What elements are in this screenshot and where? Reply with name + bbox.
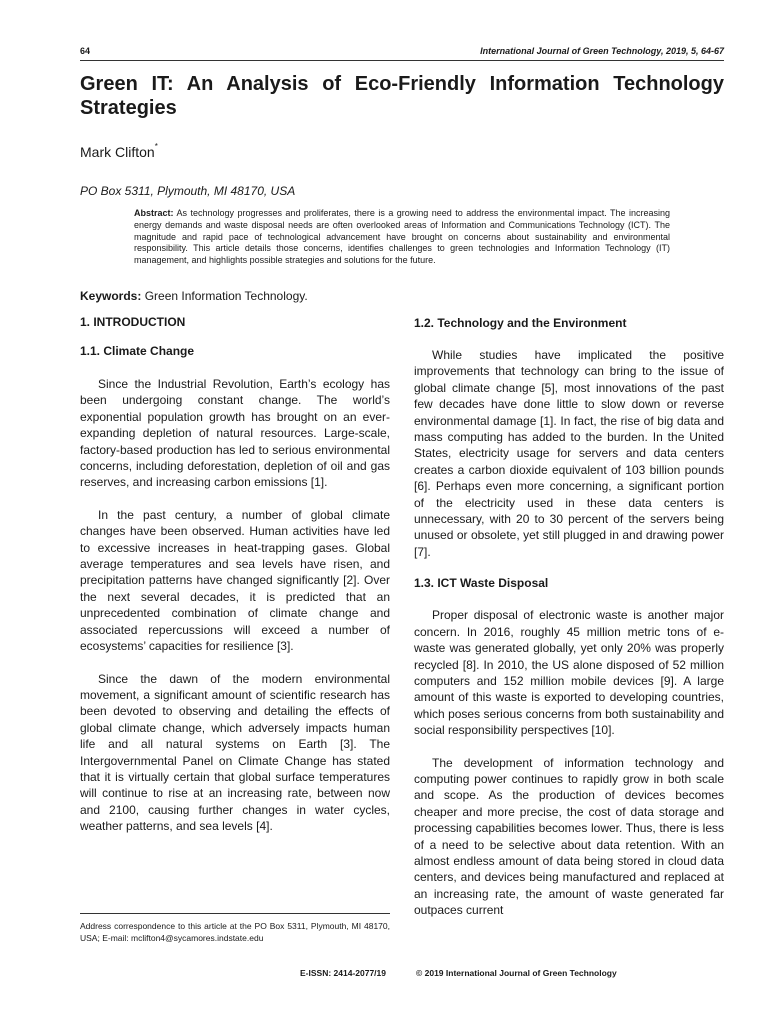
author-name: Mark Clifton — [80, 144, 155, 160]
author-footnote-mark: * — [154, 142, 158, 151]
subsection-heading-climate-change: 1.1. Climate Change — [80, 344, 195, 358]
paragraph: Since the dawn of the modern environmental movement, a significant amount of scientific research has been devoted to observing and detailing the effects of global climate change, which adversely impacts human life and all natural systems on Earth [3]. The Intergovernmental Panel on Climate Change has stated that it is virtually certain that global surface temperatures will continue to rise at an increasing rate, between now and 2100, causing further changes in water cycles, weather patterns, and sea levels [4]. — [80, 671, 390, 834]
subsection-heading-technology-environment: 1.2. Technology and the Environment — [414, 316, 627, 330]
paragraph: In the past century, a number of global climate changes have been observed. Human activities have led to excessive increases in heat-trapping gases. Global average temperatures and sea levels have risen, and precipitation patterns have changed significantly [2]. Over the next several decades, it is predicted that an unprecedented combination of climate change and associated repercussions will exceed a number of ecosystems’ capacities for resilience [3]. — [80, 507, 390, 654]
issn: E-ISSN: 2414-2077/19 — [300, 968, 386, 978]
paragraph: Since the Industrial Revolution, Earth’s ecology has been undergoing constant change. The world’s exponential population growth has brought on an ever-expanding depletion of natural resources. Large-scale, factory-based production has led to serious environmental concerns, including deforestation, depletion of oil and gas reserves, and increasing carbon emissions [1]. — [80, 377, 390, 490]
abstract — [134, 208, 670, 267]
author — [80, 144, 158, 160]
page-number: 64 — [80, 46, 91, 56]
section-heading-introduction: 1. INTRODUCTION — [80, 315, 186, 329]
title-line-2: Strategies — [80, 97, 177, 119]
keywords-text: Green Information Technology. — [144, 289, 308, 303]
subsection-heading-ict-waste-disposal: 1.3. ICT Waste Disposal — [414, 576, 549, 591]
copyright: © 2019 International Journal of Green Technology — [416, 968, 617, 978]
abstract-text: As technology progresses and proliferates, there is a growing need to address the environmental impact. The increasing energy demands and waste disposal needs are often overlooked areas of Information and Communications Technology (ICT). The magnitude and rapid pace of technological advancement have brought on concerns about sustainability and environmental responsibility. This article details those concerns, identifies challenges to green technologies and Information Technology (IT) management, and highlights possible strategies and solutions for the future. — [134, 208, 670, 266]
paragraph: The development of information technology and computing power continues to rapidly grow in both scale and scope. As the production of devices becomes cheaper and more precise, the cost of data storage and processing capabilities becomes lower. Thus, there is less of a need to be selective about data retention. With an almost endless amount of data being stored in cloud data centers, and devices being manufactured and replaced at an increasing rate, the amount of waste generated far outpaces current — [414, 755, 724, 918]
keywords — [80, 289, 308, 303]
journal-citation: International Journal of Green Technology, 2019, 5, 64-67 — [480, 46, 724, 56]
footnote-rule — [80, 913, 390, 914]
right-column — [414, 316, 724, 919]
running-header — [80, 46, 724, 60]
article-title — [80, 72, 724, 120]
header-rule — [80, 60, 724, 61]
paragraph: Proper disposal of electronic waste is another major concern. In 2016, roughly 45 million metric tons of e-waste was generated globally, yet only 20% was properly recycled [8]. In 2010, the US alone disposed of 52 million computers and 152 million mobile devices [9]. A large amount of this waste is exported to developing countries, which poses serious concerns from both sustainability and social responsibility perspectives [10]. — [414, 608, 724, 738]
correspondence-footnote: Address correspondence to this article at the PO Box 5311, Plymouth, MI 48170, USA; E-mail: mclifton4@sycamores.indstate.edu — [80, 921, 390, 943]
abstract-label: Abstract: — [134, 208, 174, 218]
title-line-1: Green IT: An Analysis of Eco-Friendly Information Technology — [80, 73, 724, 95]
left-column — [80, 315, 390, 835]
paragraph: While studies have implicated the positive improvements that technology can bring to the issue of global climate change [5], most innovations of the past few decades have done little to slow down or reverse environmental damage [1]. In fact, the rise of big data and mass computing has added to the burden. In the United States, electricity usage for servers and data centers creates a carbon dioxide equivalent of 103 billion pounds [6]. Perhaps even more concerning, a significant portion of the electricity used in these data centers is unnecessary, with 20 to 30 percent of the servers being unused or obsolete, yet still plugged in and drawing power [7]. — [414, 348, 724, 559]
affiliation: PO Box 5311, Plymouth, MI 48170, USA — [80, 184, 296, 198]
keywords-label: Keywords: — [80, 289, 142, 303]
